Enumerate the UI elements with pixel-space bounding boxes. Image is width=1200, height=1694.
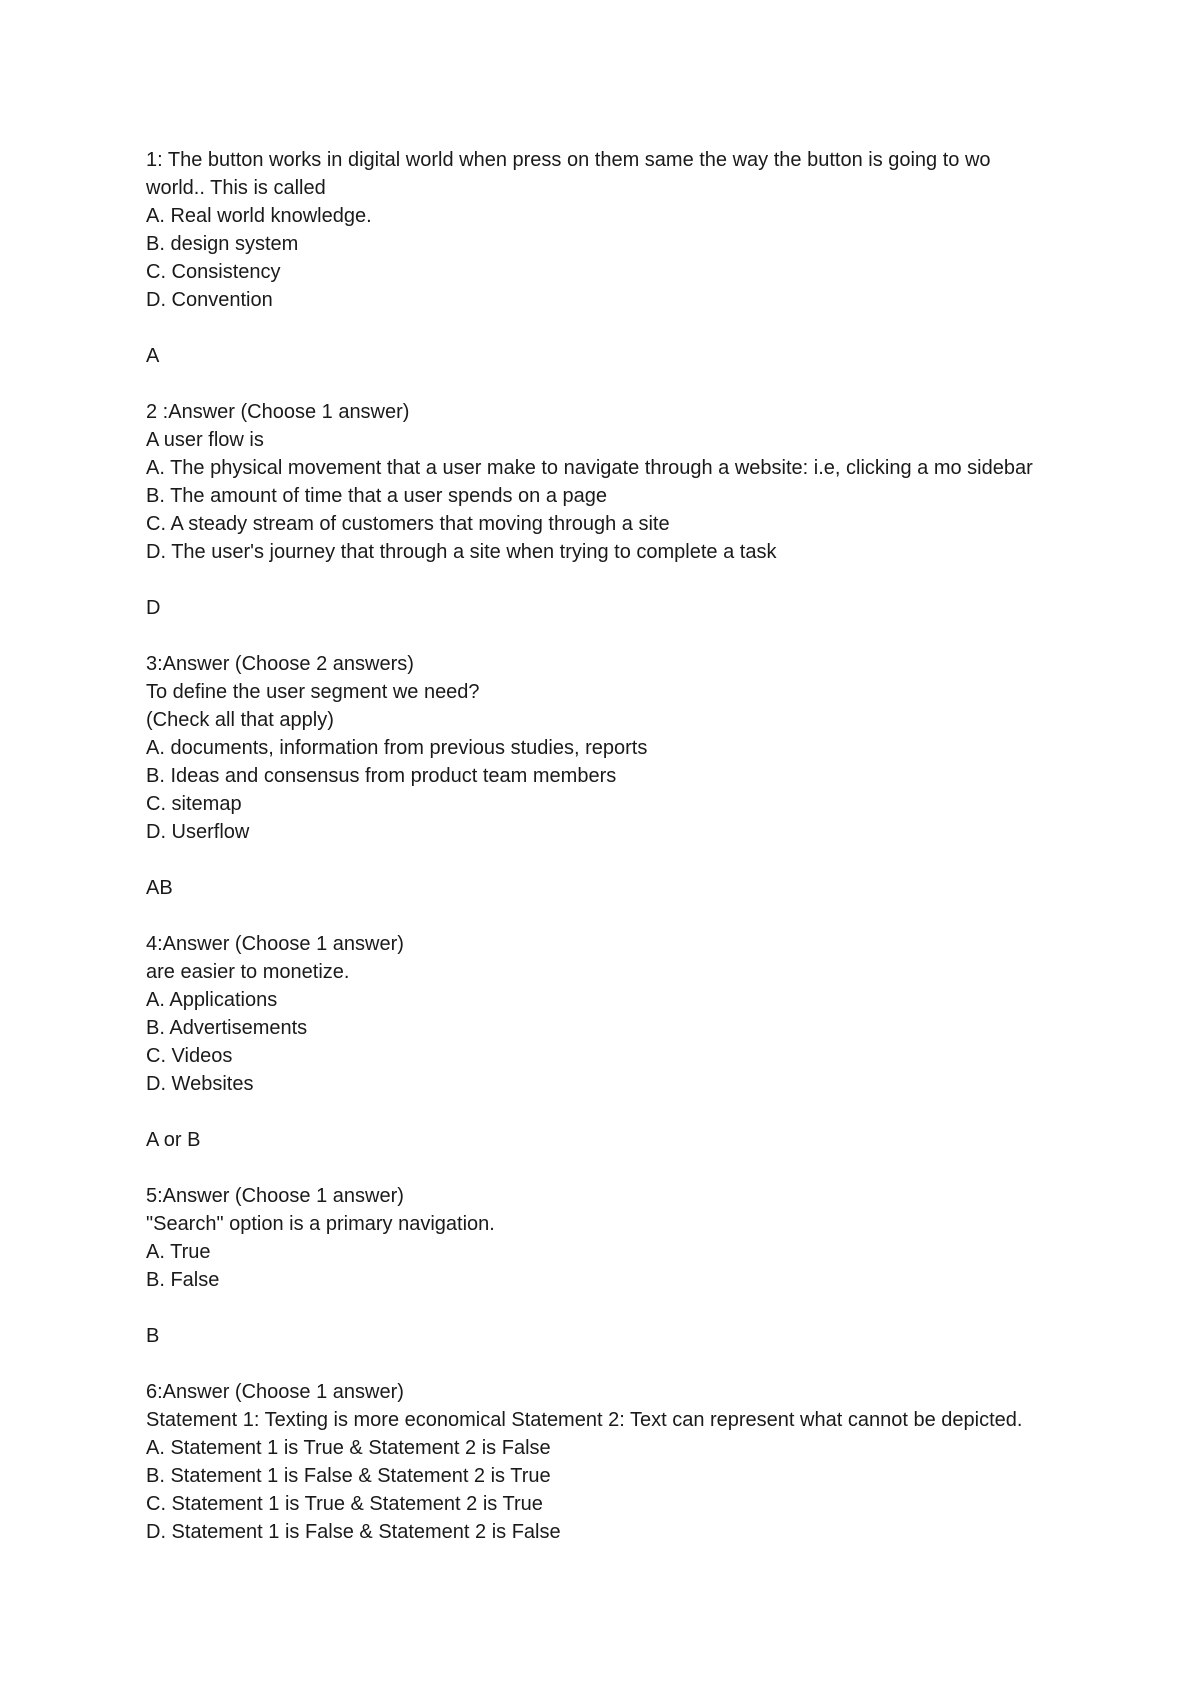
- question-4: [146, 930, 1176, 1182]
- question-prompt: To define the user segment we need?: [146, 681, 480, 703]
- question-3: [146, 650, 1176, 930]
- question-prompt: are easier to monetize.: [146, 961, 350, 983]
- option-b: B. Statement 1 is False & Statement 2 is True: [146, 1465, 551, 1487]
- option-a: A. Statement 1 is True & Statement 2 is False: [146, 1437, 551, 1459]
- document-page: [146, 146, 1176, 1546]
- option-d: D. Websites: [146, 1073, 254, 1095]
- question-heading: 2 :Answer (Choose 1 answer): [146, 401, 410, 423]
- question-heading: 1: The button works in digital world when press on them same the way the button is going to wo: [146, 149, 991, 171]
- option-a: A. True: [146, 1241, 211, 1263]
- option-c: C. Videos: [146, 1045, 233, 1067]
- question-heading: 5:Answer (Choose 1 answer): [146, 1185, 404, 1207]
- question-heading: 3:Answer (Choose 2 answers): [146, 653, 414, 675]
- question-2: [146, 398, 1176, 650]
- option-c: C. sitemap: [146, 793, 242, 815]
- option-c: C. A steady stream of customers that moving through a site: [146, 513, 670, 535]
- question-prompt: A user flow is: [146, 429, 264, 451]
- answer: AB: [146, 877, 173, 899]
- option-a: A. Applications: [146, 989, 278, 1011]
- option-d: D. Statement 1 is False & Statement 2 is False: [146, 1521, 561, 1543]
- option-a: A. Real world knowledge.: [146, 205, 372, 227]
- option-b: B. design system: [146, 233, 299, 255]
- option-a: A. The physical movement that a user make to navigate through a website: i.e, clicking a mo sidebar: [146, 457, 1033, 479]
- question-prompt-note: (Check all that apply): [146, 709, 334, 731]
- option-b: B. Ideas and consensus from product team members: [146, 765, 617, 787]
- question-prompt: world.. This is called: [146, 177, 326, 199]
- option-b: B. The amount of time that a user spends on a page: [146, 485, 608, 507]
- question-1: [146, 146, 1176, 398]
- answer: D: [146, 597, 161, 619]
- option-d: D. Convention: [146, 289, 273, 311]
- option-b: B. Advertisements: [146, 1017, 308, 1039]
- question-prompt: Statement 1: Texting is more economical Statement 2: Text can represent what cannot be depicted.: [146, 1409, 1023, 1431]
- question-heading: 4:Answer (Choose 1 answer): [146, 933, 404, 955]
- question-6: [146, 1378, 1176, 1546]
- question-5: [146, 1182, 1176, 1378]
- option-c: C. Statement 1 is True & Statement 2 is True: [146, 1493, 543, 1515]
- answer: A: [146, 345, 160, 367]
- option-a: A. documents, information from previous studies, reports: [146, 737, 648, 759]
- option-b: B. False: [146, 1269, 220, 1291]
- question-heading: 6:Answer (Choose 1 answer): [146, 1381, 404, 1403]
- option-d: D. Userflow: [146, 821, 250, 843]
- option-c: C. Consistency: [146, 261, 281, 283]
- answer: A or B: [146, 1129, 201, 1151]
- answer: B: [146, 1325, 160, 1347]
- option-d: D. The user's journey that through a site when trying to complete a task: [146, 541, 777, 563]
- question-prompt: "Search" option is a primary navigation.: [146, 1213, 495, 1235]
